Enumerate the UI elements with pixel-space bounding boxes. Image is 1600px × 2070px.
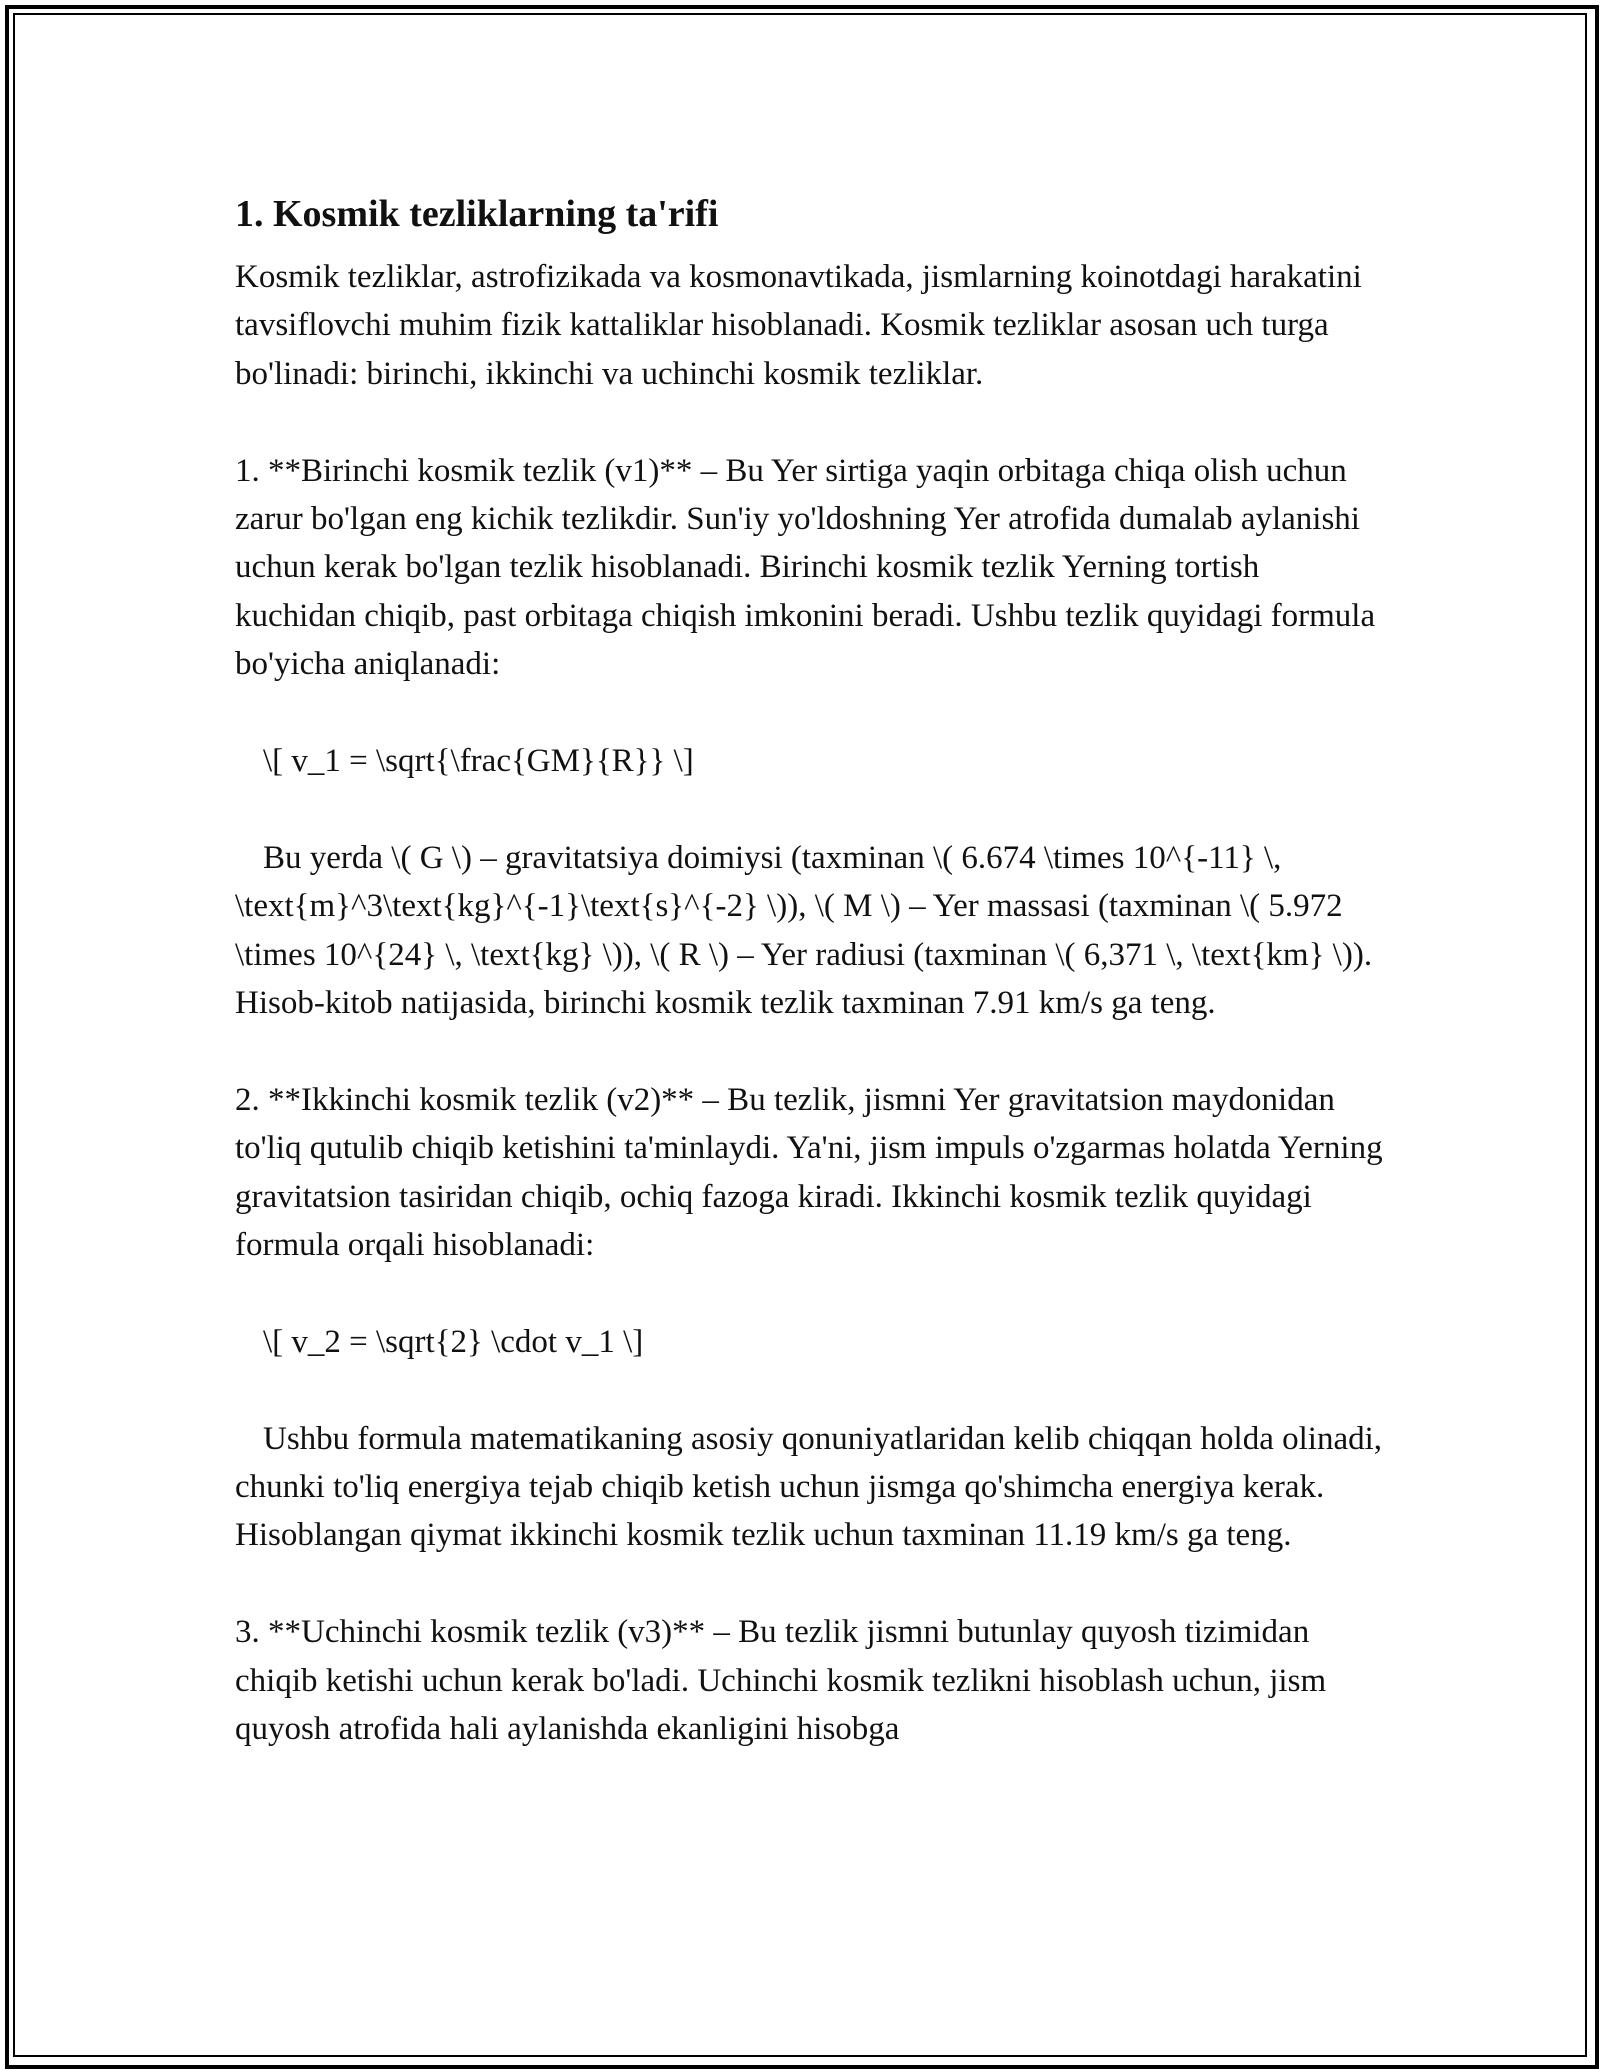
item2-formula: \[ v_2 = \sqrt{2} \cdot v_1 \] bbox=[263, 1323, 644, 1360]
spacer bbox=[235, 1027, 1385, 1075]
spacer bbox=[235, 1366, 1385, 1414]
item1-formula: \[ v_1 = \sqrt{\frac{GM}{R}} \] bbox=[263, 743, 694, 780]
spacer bbox=[235, 1560, 1385, 1608]
section-heading: 1. Kosmik tezliklarning ta'rifi bbox=[235, 193, 719, 235]
item3-paragraph: 3. **Uchinchi kosmik tezlik (v3)** – Bu tezlik jismni butunlay quyosh tizimidan chiqib ketishi uchun kerak bo'ladi. Uchinchi kosmik tezlikni hisoblash uchun, jism quyosh atrofida hali aylanishda ekanligini hisobga bbox=[235, 1614, 1327, 1748]
item1-paragraph: 1. **Birinchi kosmik tezlik (v1)** – Bu Yer sirtiga yaqin orbitaga chiqa olish uchun zarur bo'lgan eng kichik tezlikdir. Sun'iy yo'ldoshning Yer atrofida dumalab aylanishi uchun kerak bo'lgan tezlik hisoblanadi. Birinchi kosmik tezlik Yerning tortish kuchidan chiqib, past orbitaga chiqish imkonini beradi. Ushbu tezlik quyidagi formula bo'yicha aniqlanadi: bbox=[235, 452, 1376, 683]
intro-paragraph: Kosmik tezliklar, astrofizikada va kosmonavtikada, jismlarning koinotdagi harakatini tavsiflovchi muhim fizik kattaliklar hisoblanadi. Kosmik tezliklar asosan uch turga bo'linadi: birinchi, ikkinchi va uchinchi kosmik tezliklar. bbox=[235, 259, 1362, 392]
item2-explanation: Ushbu formula matematikaning asosiy qonuniyatlaridan kelib chiqqan holda olinadi, chunki to'liq energiya tejab chiqib ketish uchun jismga qo'shimcha energiya kerak. Hisoblangan qiymat ikkinchi kosmik tezlik uchun taxminan 11.19 km/s ga teng. bbox=[235, 1420, 1383, 1554]
spacer bbox=[235, 689, 1385, 737]
document-page bbox=[235, 182, 1385, 1753]
spacer bbox=[235, 785, 1385, 833]
spacer bbox=[235, 1269, 1385, 1317]
spacer bbox=[235, 246, 1385, 253]
spacer bbox=[235, 398, 1385, 446]
item1-explanation: Bu yerda \( G \) – gravitatsiya doimiysi (taxminan \( 6.674 \times 10^{-11} \, \text{m}^3\text{kg}^{-1}\text{s}^{-2} \)), \( M \) – Yer massasi (taxminan \( 5.972 \times 10^{24} \, \text{kg} \)), \( R \) – Yer radiusi (taxminan \( 6,371 \, \text{km} \)). Hisob-kitob natijasida, birinchi kosmik tezlik taxminan 7.91 km/s ga teng. bbox=[235, 839, 1373, 1022]
item2-paragraph: 2. **Ikkinchi kosmik tezlik (v2)** – Bu tezlik, jismni Yer gravitatsion maydonidan to'liq qutulib chiqib ketishini ta'minlaydi. Ya'ni, jism impuls o'zgarmas holatda Yerning gravitatsion tasiridan chiqib, ochiq fazoga kiradi. Ikkinchi kosmik tezlik quyidagi formula orqali hisoblanadi: bbox=[235, 1081, 1383, 1264]
